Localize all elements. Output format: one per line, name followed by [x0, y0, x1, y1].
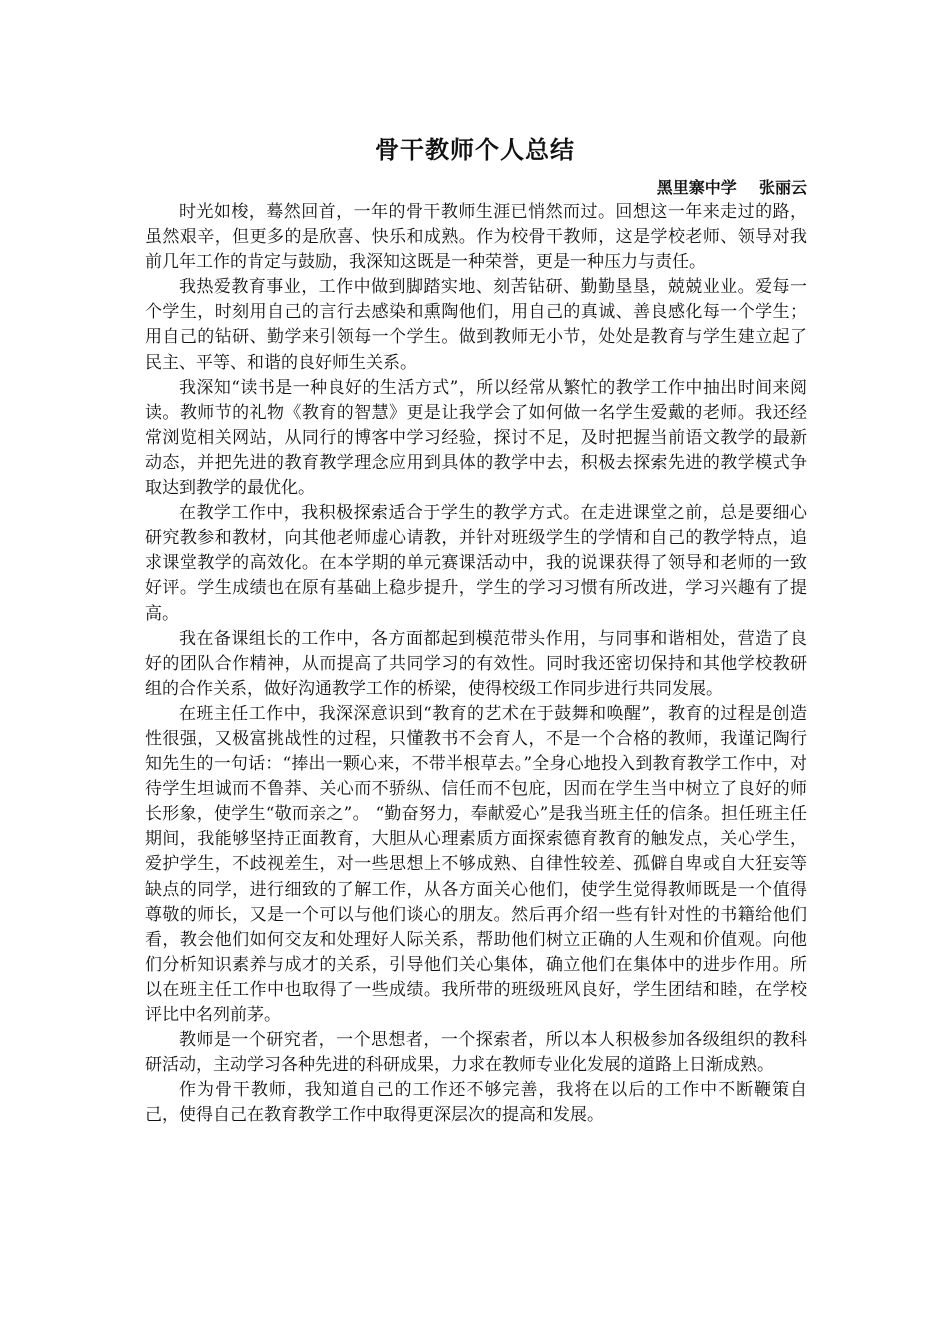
- body-paragraph: 在班主任工作中，我深深意识到“教育的艺术在于鼓舞和唤醒”，教育的过程是创造性很强，又极富挑战性的过程，只懂教书不会育人，不是一个合格的教师，我谨记陶行知先生的一句话：“捧出一颗心来，不带半根草去。”全身心地投入到教育教学工作中，对待学生坦诚而不鲁莽、关心而不骄纵、信任而不包庇，因而在学生当中树立了良好的师长形象，使学生“敬而亲之”。 “勤奋努力，奉献爱心”是我当班主任的信条。担任班主任期间，我能够坚持正面教育，大胆从心理素质方面探索德育教育的触发点，关心学生，爱护学生，不歧视差生，对一些思想上不够成熟、自律性较差、孤僻自卑或自大狂妄等缺点的同学，进行细致的了解工作，从各方面关心他们，使学生觉得教师既是一个值得尊敬的师长，又是一个可以与他们谈心的朋友。然后再介绍一些有针对性的书籍给他们看，教会他们如何交友和处理好人际关系，帮助他们树立正确的人生观和价值观。向他们分析知识素养与成才的关系，引导他们关心集体，确立他们在集体中的进步作用。所以在班主任工作中也取得了一些成绩。我所带的班级班风良好，学生团结和睦，在学校评比中名列前茅。: [145, 703, 807, 1025]
- body-paragraph: 在教学工作中，我积极探索适合于学生的教学方式。在走进课堂之前，总是要细心研究教参和教材，向其他老师虚心请教，并针对班级学生的学情和自己的教学特点，追求课堂教学的高效化。在本学期的单元赛课活动中，我的说课获得了领导和老师的一致好评。学生成绩也在原有基础上稳步提升，学生的学习习惯有所改进，学习兴趣有了提高。: [145, 503, 807, 624]
- body-paragraph: 我深知“读书是一种良好的生活方式”，所以经常从繁忙的教学工作中抽出时间来阅读。教师节的礼物《教育的智慧》更是让我学会了如何做一名学生爱戴的老师。我还经常浏览相关网站，从同行的博客中学习经验，探讨不足，及时把握当前语文教学的最新动态，并把先进的教育教学理念应用到具体的教学中去，积极去探索先进的教学模式争取达到教学的最优化。: [145, 377, 807, 499]
- body-paragraph: 时光如梭，蓦然回首，一年的骨干教师生涯已悄然而过。回想这一年来走过的路，虽然艰辛，但更多的是欣喜、快乐和成熟。作为校骨干教师，这是学校老师、领导对我前几年工作的肯定与鼓励，我深知这既是一种荣誉，更是一种压力与责任。: [145, 202, 807, 273]
- document-title: 骨干教师个人总结: [375, 135, 575, 164]
- body-paragraph: 我在备课组长的工作中，各方面都起到模范带头作用，与同事和谐相处，营造了良好的团队合作精神，从而提高了共同学习的有效性。同时我还密切保持和其他学校教研组的合作关系，做好沟通教学工作的桥梁，使得校级工作同步进行共同发展。: [145, 628, 807, 699]
- body-paragraph: 作为骨干教师，我知道自己的工作还不够完善，我将在以后的工作中不断鞭策自己，使得自己在教育教学工作中取得更深层次的提高和发展。: [145, 1080, 807, 1126]
- body-paragraph: 教师是一个研究者，一个思想者，一个探索者，所以本人积极参加各级组织的教科研活动，主动学习各种先进的科研成果，力求在教师专业化发展的道路上日渐成熟。: [145, 1030, 807, 1076]
- body-paragraph: 我热爱教育事业，工作中做到脚踏实地、刻苦钻研、勤勤垦垦，兢兢业业。爱每一个学生，时刻用自己的言行去感染和熏陶他们，用自己的真诚、善良感化每一个学生；用自己的钻研、勤学来引领每一个学生。做到教师无小节，处处是教育与学生建立起了民主、平等、和谐的良好师生关系。: [145, 277, 807, 373]
- author-byline: 黑里寨中学 张丽云: [656, 178, 807, 197]
- document-body: [145, 200, 807, 1128]
